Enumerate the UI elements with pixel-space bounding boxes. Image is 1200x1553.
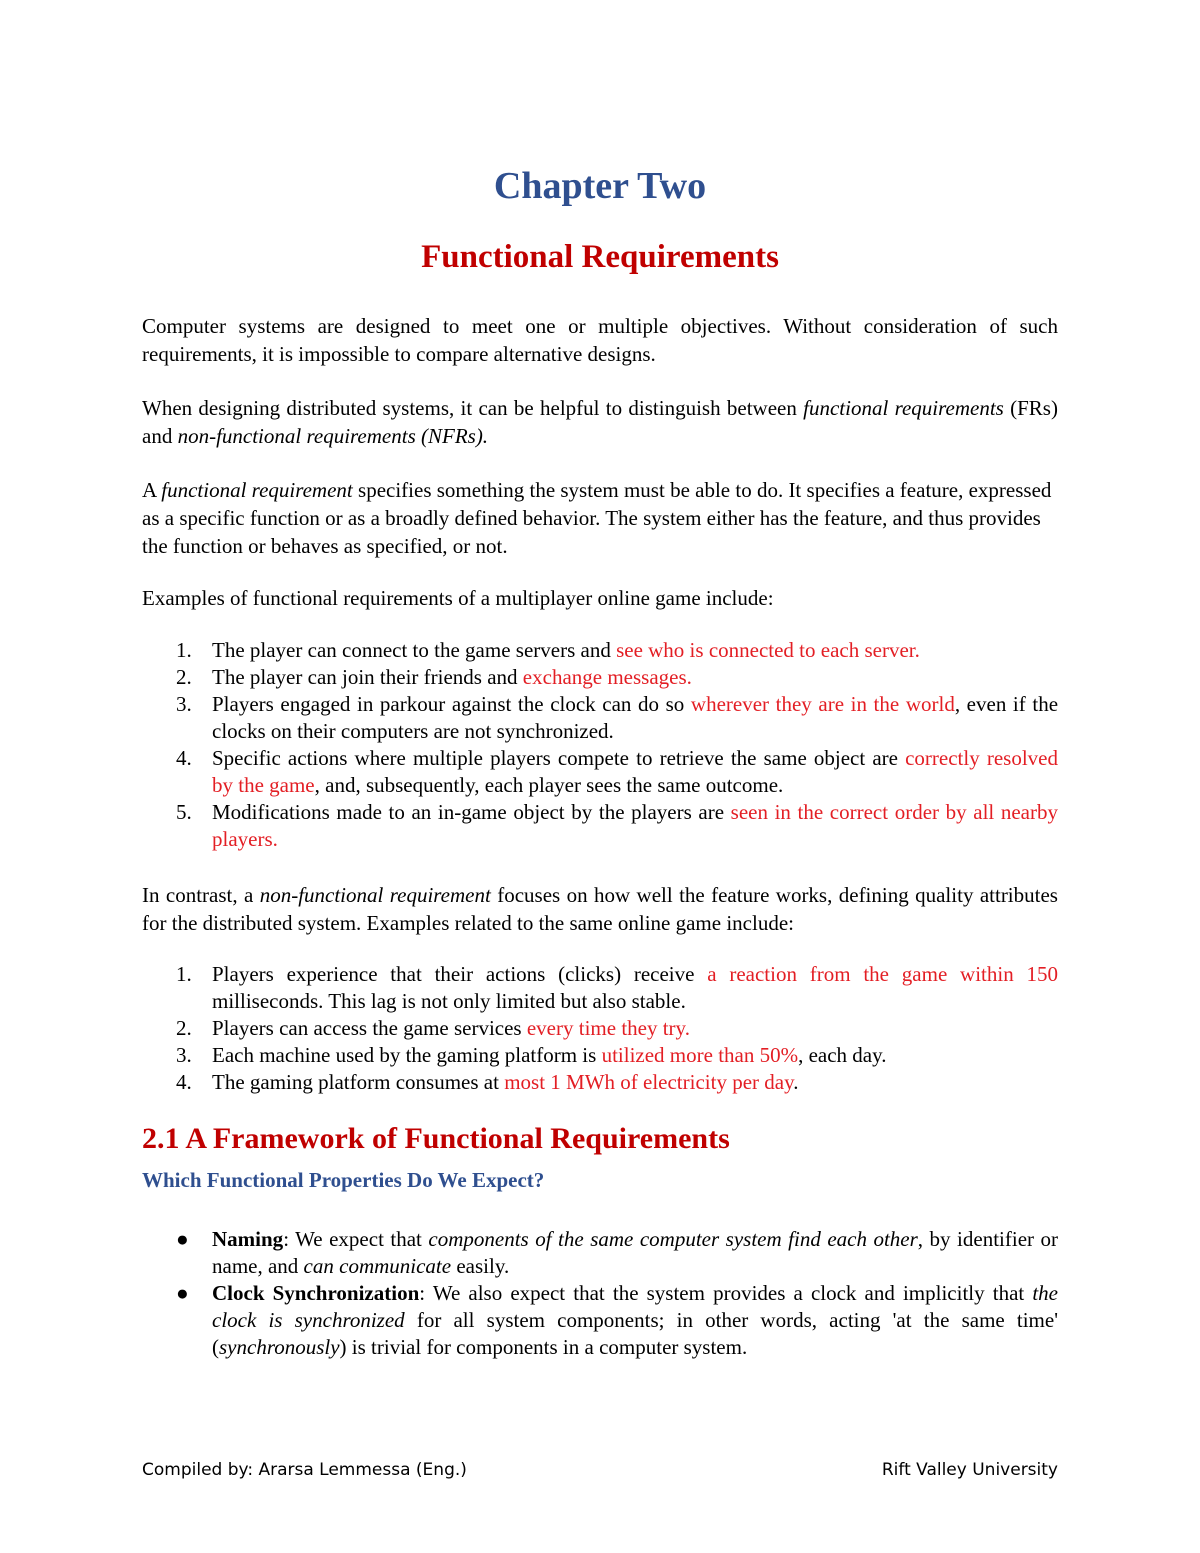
- section-subheading: Which Functional Properties Do We Expect?: [142, 1168, 545, 1192]
- list-item: [142, 799, 1058, 853]
- intro-paragraph-3: [142, 476, 1058, 560]
- highlighted-text: utilized more than 50%: [601, 1043, 799, 1067]
- highlighted-text: wherever they are in the world: [690, 692, 955, 716]
- text-run: A: [142, 478, 162, 502]
- text-run: Each machine used by the gaming platform is: [212, 1043, 602, 1067]
- emphasis-functional-requirement: functional requirement: [161, 478, 353, 502]
- text-run: When designing distributed systems, it can be helpful to distinguish between: [142, 396, 804, 420]
- bullet-icon: ●: [176, 1281, 189, 1305]
- section-heading: 2.1 A Framework of Functional Requirements: [142, 1122, 730, 1155]
- list-item-naming: [142, 1226, 1058, 1280]
- text-run: for all system components; in other words, acting 'at the same time' (: [212, 1308, 1058, 1359]
- list-item: [142, 637, 1058, 664]
- highlighted-text: a reaction from the game within 150: [707, 962, 1058, 986]
- text-run: , and, subsequently, each player sees the same outcome.: [314, 773, 784, 797]
- text-run: .: [793, 1070, 799, 1094]
- functional-requirements-list: [142, 637, 1058, 853]
- highlighted-text: seen in the correct order by all nearby players.: [212, 800, 1058, 851]
- emphasis-non-functional-requirement: non-functional requirement: [259, 883, 491, 907]
- list-item: [142, 1042, 1058, 1069]
- list-number: 1.: [176, 638, 192, 662]
- list-item-clock-synchronization: [142, 1280, 1058, 1361]
- emphasis: the clock is synchronized: [212, 1281, 1058, 1332]
- text-run: The player can connect to the game servers and: [212, 638, 617, 662]
- footer-author: Compiled by: Ararsa Lemmessa (Eng.): [142, 1460, 467, 1480]
- list-item: [142, 1015, 1058, 1042]
- text-run: easily.: [451, 1254, 510, 1278]
- list-number: 1.: [176, 962, 192, 986]
- item-label: Naming: [212, 1227, 284, 1251]
- text-run: Modifications made to an in-game object by the players are: [212, 800, 731, 824]
- emphasis-nfrs: non-functional requirements (NFRs).: [177, 424, 489, 448]
- list-number: 2.: [176, 1016, 192, 1040]
- text-run: ) is trivial for components in a computer system.: [339, 1335, 748, 1359]
- item-label: Clock Synchronization: [212, 1281, 420, 1305]
- intro-paragraph-2: [142, 394, 1058, 450]
- text-run: Players experience that their actions (clicks) receive: [212, 962, 708, 986]
- list-item: [142, 664, 1058, 691]
- list-item: [142, 1069, 1058, 1096]
- chapter-title: Chapter Two: [493, 165, 707, 207]
- text-run: , even if the clocks on their computers are not synchronized.: [212, 692, 1059, 743]
- text-run: focuses on how well the feature works, defining quality attributes for the distributed system. Examples related to the same online game include:: [142, 883, 1058, 935]
- text-run: (FRs) and: [142, 396, 1058, 448]
- text-run: Players can access the game services: [212, 1016, 527, 1040]
- text-run: : We expect that: [283, 1227, 429, 1251]
- list-number: 2.: [176, 665, 192, 689]
- intro-paragraph-1: Computer systems are designed to meet one or multiple objectives. Without consideration of such requirements, it is impossible to compare alternative designs.: [142, 314, 1058, 366]
- contrast-paragraph: [142, 881, 1058, 937]
- highlighted-text: most 1 MWh of electricity per day: [504, 1070, 794, 1094]
- list-number: 4.: [176, 1070, 192, 1094]
- chapter-subtitle: Functional Requirements: [421, 239, 779, 275]
- emphasis: can communicate: [303, 1254, 452, 1278]
- list-item: [142, 691, 1058, 745]
- emphasis-functional-requirements: functional requirements: [803, 396, 1004, 420]
- text-run: specifies something the system must be able to do. It specifies a feature, expressed as a specific function or as a broadly defined behavior. The system either has the feature, and thus provides the function or behaves as specified, or not.: [142, 478, 1052, 558]
- text-run: : We also expect that the system provides a clock and implicitly that: [419, 1281, 1033, 1305]
- list-number: 4.: [176, 746, 192, 770]
- emphasis: synchronously: [219, 1335, 340, 1359]
- emphasis: components of the same computer system find each other: [428, 1227, 918, 1251]
- bullet-icon: ●: [176, 1227, 189, 1251]
- list-item: [142, 745, 1058, 799]
- text-run: , by identifier or name, and: [212, 1227, 1059, 1278]
- text-run: , each day.: [798, 1043, 887, 1067]
- text-run: The gaming platform consumes at: [212, 1070, 505, 1094]
- examples-intro: Examples of functional requirements of a multiplayer online game include:: [142, 586, 774, 610]
- non-functional-requirements-list: [142, 961, 1058, 1096]
- text-run: Players engaged in parkour against the clock can do so: [212, 692, 691, 716]
- text-run: Specific actions where multiple players compete to retrieve the same object are: [212, 746, 906, 770]
- text-run: The player can join their friends and: [212, 665, 523, 689]
- list-number: 3.: [176, 1043, 192, 1067]
- list-item: [142, 961, 1058, 1015]
- highlighted-text: every time they try.: [526, 1016, 690, 1040]
- highlighted-text: exchange messages.: [522, 665, 692, 689]
- functional-properties-list: [142, 1226, 1058, 1361]
- list-number: 5.: [176, 800, 192, 824]
- highlighted-text: see who is connected to each server.: [616, 638, 920, 662]
- list-number: 3.: [176, 692, 192, 716]
- text-run: In contrast, a: [142, 883, 260, 907]
- highlighted-text: correctly resolved by the game: [212, 746, 1058, 797]
- text-run: milliseconds. This lag is not only limited but also stable.: [212, 989, 686, 1013]
- footer-institution: Rift Valley University: [881, 1460, 1058, 1480]
